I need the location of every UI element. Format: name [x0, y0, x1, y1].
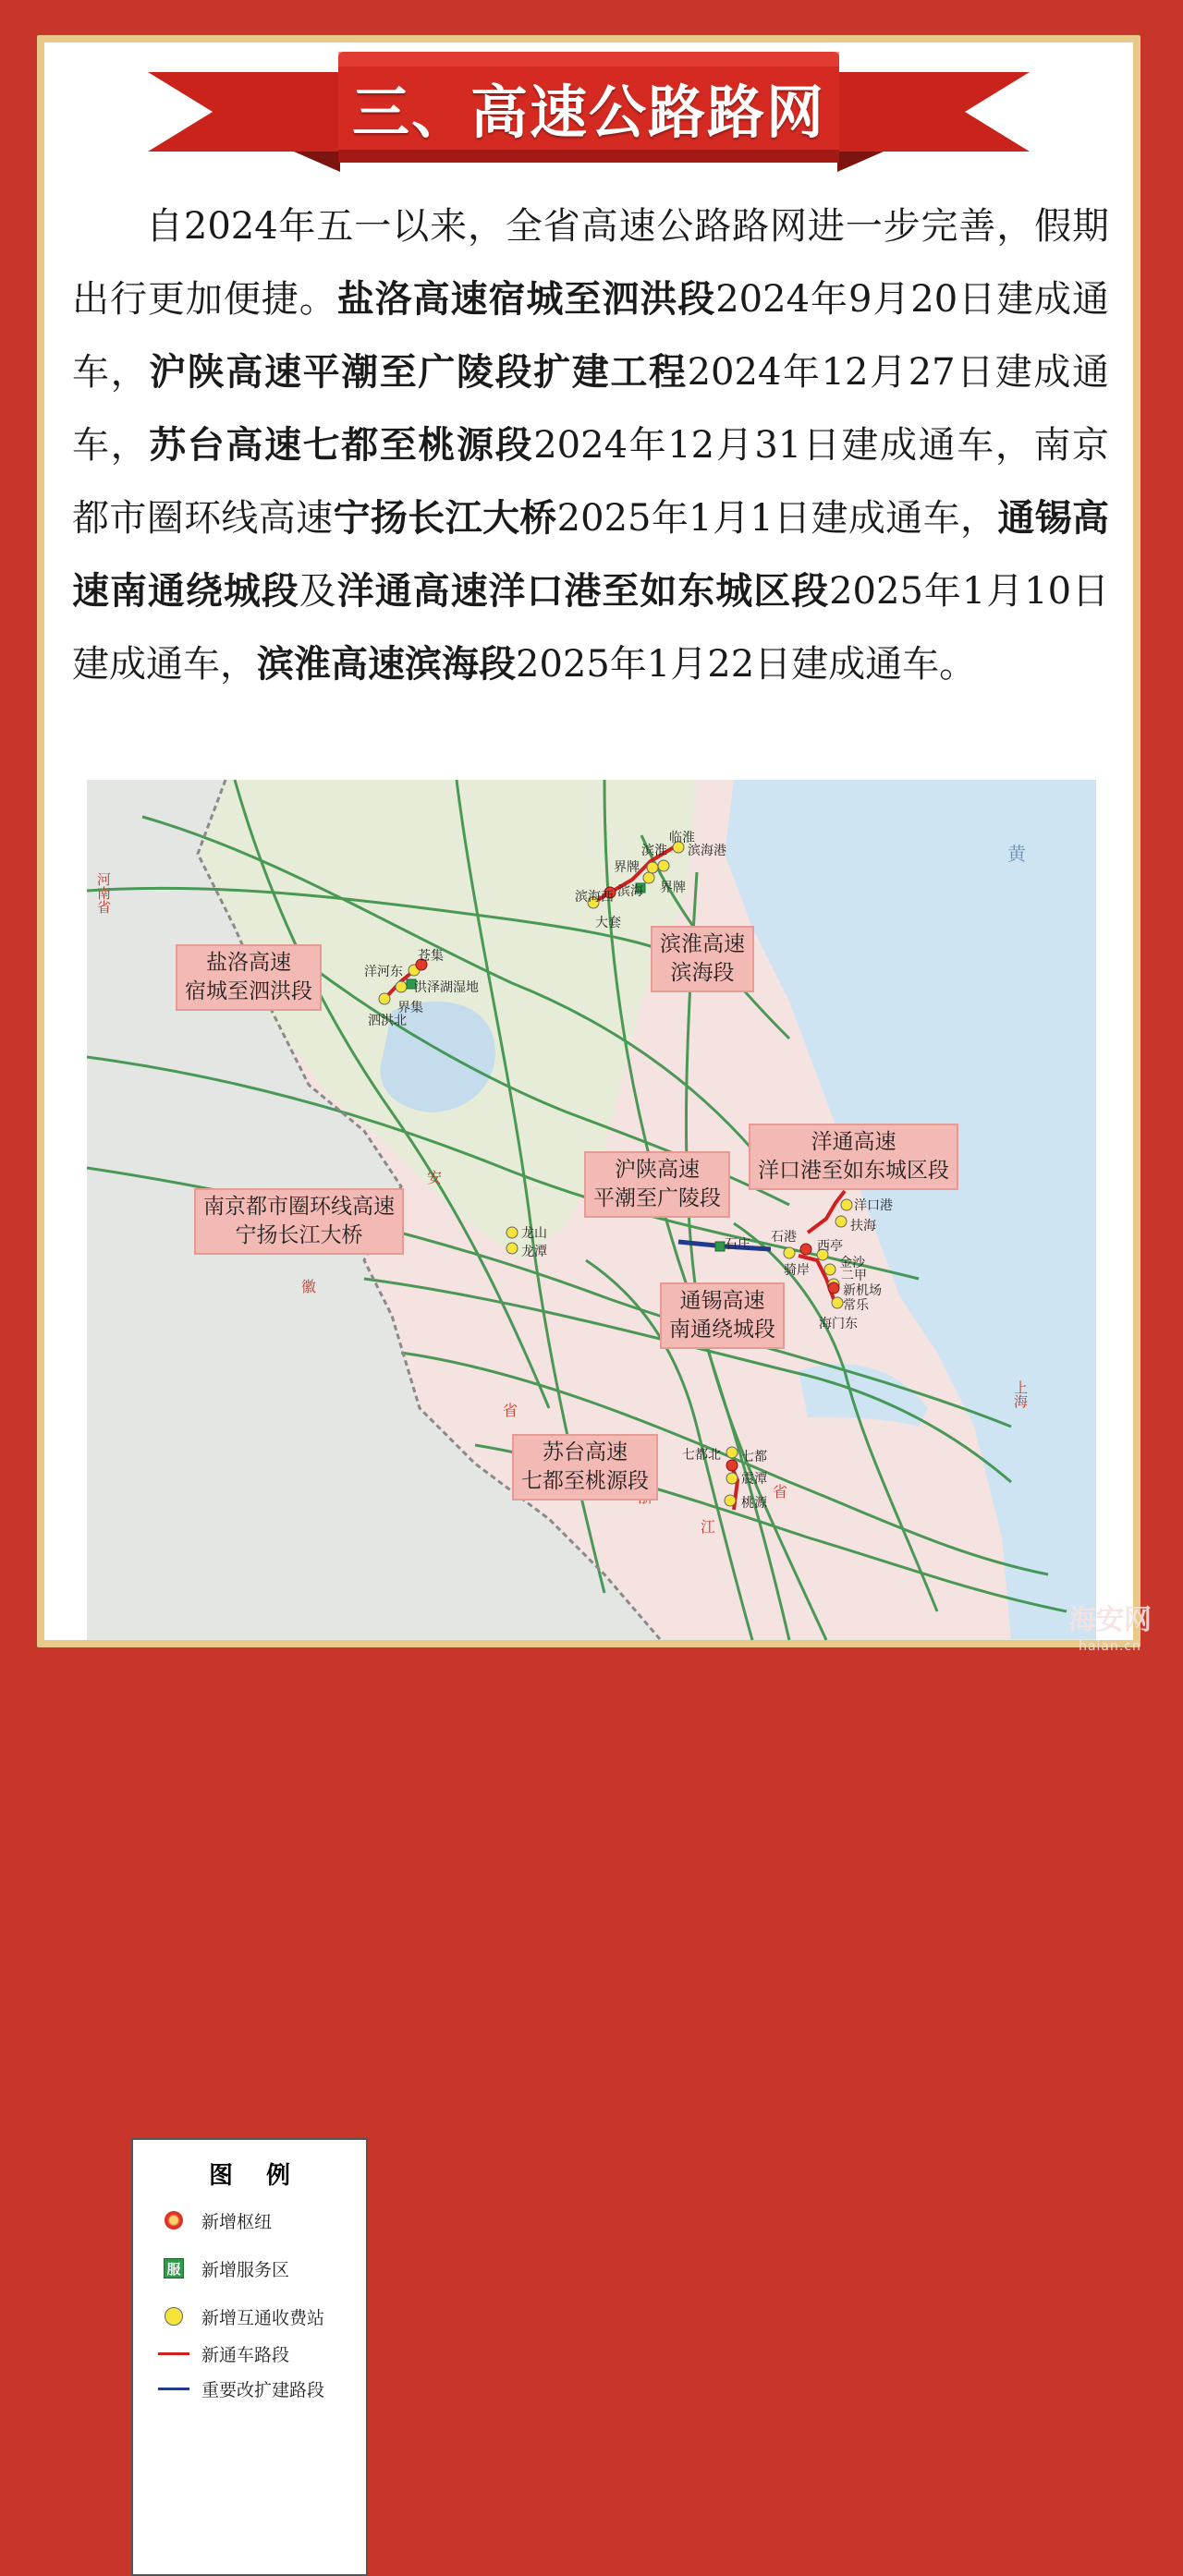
legend-label-service: 新增服务区 [201, 2259, 290, 2280]
callout-hushan-line2: 平潮至广陵段 [593, 1186, 721, 1210]
watermark-main: 海安网 [1068, 1604, 1152, 1636]
callout-nanjing-line1: 南京都市圈环线高速 [203, 1195, 395, 1219]
stn-xinjichang: 新机场 [843, 1283, 882, 1298]
para-seg-8: 2025年1月1日建成通车， [556, 497, 998, 540]
stn-linhuai: 临淮 [669, 831, 695, 845]
stn-qiduobei: 七都北 [682, 1448, 721, 1463]
para-seg-6: 2024年12月31日建成通车，南京都市圈环线高速 [72, 424, 1110, 540]
stn-binhaixi: 滨海西 [575, 890, 614, 905]
legend-label-hub: 新增枢纽 [201, 2211, 273, 2232]
stn-shigang: 石港 [771, 1230, 797, 1245]
callout-nanjing [194, 1188, 404, 1255]
watermark-sub: haian.cn [1079, 1639, 1141, 1654]
stn-sihongbei: 泗洪北 [368, 1014, 407, 1028]
red-line-icon [158, 2352, 189, 2355]
para-seg-9: 通锡高速南通绕城段 [72, 497, 1110, 613]
stn-binhai: 滨海 [617, 884, 643, 899]
legend-item-rebuild [153, 2375, 324, 2402]
stn-binhuai: 滨淮 [641, 844, 667, 858]
para-seg-1: 盐洛高速宿城至泗洪段 [336, 278, 716, 321]
para-seg-11: 洋通高速洋口港至如东城区段 [336, 570, 830, 613]
callout-yangtong-line2: 洋口港至如东城区段 [758, 1159, 949, 1183]
callout-binhuai [651, 926, 754, 992]
stn-jiepai: 界牌 [614, 860, 640, 875]
para-seg-2: 2024年9月20日建成通车， [72, 278, 1110, 394]
legend-item-toll [153, 2303, 324, 2330]
expressway-map [87, 780, 1096, 2400]
stn-qidu: 七都 [741, 1450, 767, 1464]
region-zhejiang-2: 江 [701, 1518, 716, 1536]
callout-yangtong [749, 1124, 958, 1190]
callout-nanjing-line2: 宁扬长江大桥 [235, 1223, 363, 1247]
legend-item-service [153, 2254, 289, 2282]
callout-binhuai-line2: 滨海段 [670, 961, 735, 985]
watermark-logo [1068, 1604, 1152, 1659]
para-seg-10: 及 [299, 570, 337, 613]
callout-binhuai-line1: 滨淮高速 [660, 932, 745, 956]
legend-label-rebuild: 重要改扩建路段 [201, 2379, 325, 2400]
stn-changle: 常乐 [843, 1298, 869, 1313]
stn-cangji: 苍集 [418, 949, 444, 964]
callout-tongxi-line1: 通锡高速 [679, 1289, 765, 1313]
stn-xiting: 西亭 [817, 1239, 843, 1254]
stn-haimendong: 海门东 [819, 1317, 858, 1331]
stn-yanghedong: 洋河东 [364, 965, 403, 979]
callout-yanluo [176, 944, 322, 1011]
callout-hushan [584, 1151, 730, 1218]
callout-hushan-line1: 沪陕高速 [615, 1158, 700, 1182]
stn-longshan: 龙山 [521, 1226, 547, 1241]
stn-fuhai: 扶海 [850, 1219, 876, 1233]
stn-datao: 大套 [595, 916, 621, 930]
stn-zhentan: 震潭 [741, 1472, 767, 1487]
intro-paragraph [72, 190, 1109, 701]
blue-line-icon [158, 2388, 189, 2390]
callout-tongxi-line2: 南通绕城段 [669, 1318, 775, 1342]
stn-jieji: 界集 [397, 1001, 423, 1015]
region-anhui-3: 省 [503, 1402, 518, 1419]
para-seg-3: 沪陕高速平潮至广陵段扩建工程 [149, 351, 688, 394]
service-area-icon: 服 [164, 2258, 184, 2278]
region-anhui-1: 安 [427, 1169, 443, 1186]
stn-longtan: 龙潭 [521, 1245, 547, 1259]
callout-yanluo-line2: 宿城至泗洪段 [185, 979, 312, 1003]
para-seg-5: 苏台高速七都至桃源段 [149, 424, 534, 467]
para-seg-0: 自2024年五一以来，全省高速公路路网进一步完善，假期出行更加便捷。 [72, 205, 1109, 321]
stn-jiepai-2: 界牌 [660, 881, 686, 895]
callout-tongxi [660, 1282, 785, 1349]
stn-jinsha: 金沙 [839, 1256, 865, 1270]
stn-qian: 骑岸 [784, 1263, 810, 1278]
region-shanghai: 上海 [1012, 1380, 1029, 1408]
legend-label-new-road: 新通车路段 [201, 2344, 290, 2365]
legend-item-hub [153, 2206, 272, 2234]
para-seg-14: 2025年1月22日建成通车。 [516, 643, 977, 686]
legend-item-new-road [153, 2339, 289, 2367]
para-seg-7: 宁扬长江大桥 [333, 497, 557, 540]
legend-title: 图例 [208, 2162, 323, 2190]
callout-yangtong-line1: 洋通高速 [811, 1130, 896, 1154]
toll-station-icon [165, 2307, 183, 2326]
para-seg-12: 2025年1月10日建成通车， [72, 570, 1110, 686]
stn-hongzehu: 洪泽湖湿地 [414, 980, 479, 995]
stn-yangkougang: 洋口港 [854, 1198, 893, 1213]
stn-taoyuan: 桃源 [741, 1496, 767, 1511]
region-zhejiang-3: 省 [773, 1483, 788, 1501]
legend-label-toll: 新增互通收费站 [201, 2307, 325, 2328]
callout-sutai-line1: 苏台高速 [543, 1440, 628, 1464]
hub-icon [165, 2211, 183, 2230]
region-henan: 河南省 [95, 872, 112, 914]
stn-binhaigang: 滨海港 [688, 844, 726, 858]
stn-erjia: 二甲 [841, 1269, 867, 1283]
sea-label: 黄 [1007, 843, 1026, 865]
callout-sutai [512, 1434, 658, 1501]
callout-yanluo-line1: 盐洛高速 [206, 951, 291, 975]
para-seg-4: 2024年12月27日建成通车， [72, 351, 1110, 467]
map-legend [131, 2138, 368, 2576]
para-seg-13: 滨淮高速滨海段 [257, 643, 516, 686]
stn-shizhuang: 石庄 [725, 1237, 750, 1252]
callout-sutai-line2: 七都至桃源段 [521, 1469, 649, 1493]
banner-title: 三、高速公路路网 [351, 78, 825, 146]
region-anhui-2: 徽 [301, 1278, 317, 1295]
